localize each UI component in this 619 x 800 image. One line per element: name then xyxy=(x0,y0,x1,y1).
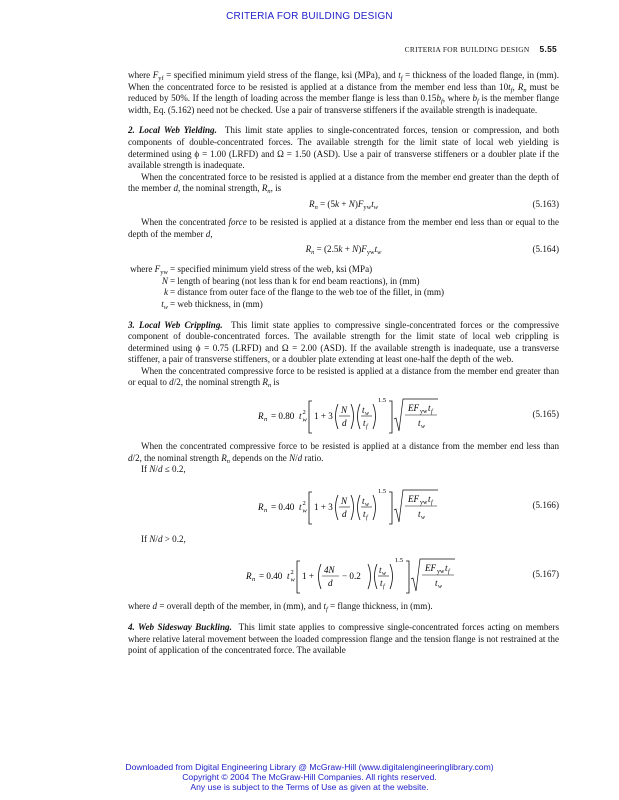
left-paren xyxy=(336,495,339,520)
equation-5-166-graphic xyxy=(128,480,559,532)
paragraph-crippling-where: where d = overall depth of the member, in (mm), and $t_f$ = flange thickness, in (mm). xyxy=(128,601,433,614)
page-number: 5.55 xyxy=(539,44,557,54)
eq-tw: t xyxy=(418,418,421,429)
eq-sub: w xyxy=(365,411,370,418)
equation-5-163 xyxy=(128,195,559,217)
eq-equals: = 0.40 xyxy=(259,571,283,582)
eq-sub: yw xyxy=(420,409,428,416)
eq-sub: w xyxy=(290,576,295,584)
heading-local-web-crippling: 3. Local Web Crippling. xyxy=(128,319,223,330)
paragraph-yielding-near: When the concentrated force to be resisted is applied at a distance from the member end less than or equal to the depth of the member d, xyxy=(128,216,559,239)
equation-5-165-number: (5.165) xyxy=(532,409,559,420)
eq-tf: t xyxy=(428,403,431,414)
eq-sub: f xyxy=(366,424,368,431)
eq-symbol: R xyxy=(246,571,252,582)
eq-tw: t xyxy=(362,405,365,416)
left-bracket xyxy=(309,492,312,524)
eq-sup: 2 xyxy=(290,569,294,577)
definition-symbol: k xyxy=(163,287,168,298)
eq-tw: t xyxy=(362,495,365,506)
eq-sub: w xyxy=(302,416,307,424)
eq-exponent: 1.5 xyxy=(395,557,404,565)
equation-5-167 xyxy=(128,549,559,601)
right-paren xyxy=(373,495,376,520)
eq-tf: t xyxy=(445,563,448,574)
equation-5-164 xyxy=(128,240,559,262)
running-head xyxy=(405,44,557,54)
section-local-web-yielding: 2. Local Web Yielding. This limit state applies to single-concentrated forces, tension or compression, and both components of double-concentrated forces. The available strength for the limit state of local web yielding is determined using ϕ = 1.00 (LRFD) and Ω = 1.50 (ASD). Use a pair of transverse stiffeners or a doubler plate if the available strength is inadequate. xyxy=(128,125,559,171)
left-paren xyxy=(336,404,339,429)
footer-terms-link[interactable]: Any use is subject to the Terms of Use as given at the website. xyxy=(190,782,429,792)
paragraph-yielding-far: When the concentrated force to be resisted is applied at a distance from the member end greater than the depth of the member d, the nominal strength, $R_n$, is xyxy=(128,171,559,196)
definition-list xyxy=(128,264,559,310)
eq-tw: t xyxy=(435,578,438,589)
definition-row xyxy=(128,264,559,276)
eq-E: EF xyxy=(408,403,420,414)
eq-tf: t xyxy=(428,493,431,504)
definition-text: = web thickness, in (mm) xyxy=(170,298,263,309)
section-local-web-crippling: 3. Local Web Crippling. This limit state applies to compressive single-concentrated forces or the compressive component of double-concentrated forces. The available strength for the limit state of local web crippling is determined using ϕ = 0.75 (LRFD) and Ω = 2.00 (ASD). If the available strength is inadequate, use a transverse stiffener, a pair of transverse stiffeners, or a doubler plate extending at least one-half the depth of the web. xyxy=(128,319,559,365)
eq-one-plus: 1 + 3 xyxy=(314,411,333,422)
eq-4N: 4N xyxy=(324,565,335,576)
sidesway-text: This limit state applies to compressive single-concentrated forces acting on members where relative lateral movement between the loaded compression flange and the tension flange is not restrained at the point of application of the concentrated force. The available xyxy=(128,622,559,656)
right-paren xyxy=(373,404,376,429)
eq-sub: n xyxy=(252,576,256,584)
right-paren xyxy=(390,564,393,589)
page-body xyxy=(128,70,559,657)
eq-sub: f xyxy=(448,569,450,576)
eq-tf: t xyxy=(363,508,366,519)
eq-sub: w xyxy=(365,501,370,508)
eq-equals: = 0.40 xyxy=(271,501,295,512)
top-banner: CRITERIA FOR BUILDING DESIGN xyxy=(226,11,393,22)
left-paren xyxy=(358,404,361,429)
eq-E: EF xyxy=(408,493,420,504)
eq-sub: f xyxy=(431,499,433,506)
left-bracket xyxy=(309,401,312,433)
eq-sub: w xyxy=(421,514,426,521)
heading-local-web-yielding: 2. Local Web Yielding. xyxy=(128,125,217,136)
running-head-title: CRITERIA FOR BUILDING DESIGN xyxy=(404,45,530,54)
eq-sup: 2 xyxy=(302,499,306,507)
definition-row xyxy=(128,287,559,299)
eq-tw: t xyxy=(287,571,290,582)
definition-text: = distance from outer face of the flange to the web toe of the fillet, in (mm) xyxy=(170,287,445,298)
paragraph-crippling-near: When the concentrated compressive force to be resisted is applied at a distance from the member end less than d/2, the nominal strength $R_n$ depends on the N/d ratio. xyxy=(128,441,559,465)
eq-sub: w xyxy=(302,507,307,515)
right-paren xyxy=(351,404,354,429)
equation-5-163-number: (5.163) xyxy=(532,198,559,209)
definition-text: = specified minimum yield stress of the web, ksi (MPa) xyxy=(170,264,373,275)
equation-5-165-graphic xyxy=(128,389,559,441)
left-bracket xyxy=(297,561,300,593)
eq-tw: t xyxy=(418,508,421,519)
equation-5-164-body: $R_n = (2.5k + N)F_{yw}t_w$ xyxy=(305,244,382,257)
eq-symbol: R xyxy=(258,501,264,512)
eq-d: d xyxy=(342,508,347,519)
eq-sub: yw xyxy=(420,499,428,506)
eq-d: d xyxy=(328,578,333,589)
eq-tw: t xyxy=(299,411,302,422)
equation-5-164-number: (5.164) xyxy=(532,244,559,255)
eq-minus: − 0.2 xyxy=(342,571,361,582)
equation-5-166 xyxy=(128,480,559,532)
equation-5-163-body: $R_n = (5k + N)F_{yw}t_w$ xyxy=(309,198,378,211)
eq-sub: f xyxy=(366,514,368,521)
eq-sub: f xyxy=(383,584,385,591)
definition-row xyxy=(128,299,559,311)
definition-text: = length of bearing (not less than k for end beam reactions), in (mm) xyxy=(170,275,420,286)
right-bracket xyxy=(389,492,392,524)
footer-copyright: Copyright © 2004 The McGraw-Hill Companies. All rights reserved. xyxy=(182,772,437,782)
equation-5-167-number: (5.167) xyxy=(532,569,559,580)
eq-exponent: 1.5 xyxy=(378,397,387,405)
right-bracket xyxy=(389,401,392,433)
left-paren xyxy=(358,495,361,520)
condition-nd-gt: If N/d > 0.2, xyxy=(141,533,186,544)
eq-N: N xyxy=(341,495,348,506)
eq-tw: t xyxy=(379,565,382,576)
paragraph-crippling-far: When the concentrated compressive force to be resisted is applied at a distance from the member end greater than or equal to d/2, the nominal strength $R_n$ is xyxy=(128,365,559,390)
eq-sub: w xyxy=(382,571,387,578)
equation-5-165 xyxy=(128,389,559,441)
definition-row xyxy=(128,276,559,288)
definition-symbol: where $F_{yw}$ xyxy=(130,264,168,277)
eq-sub: n xyxy=(264,416,268,424)
right-paren xyxy=(351,495,354,520)
footer-download-link[interactable]: Downloaded from Digital Engineering Library @ McGraw-Hill (www.digitalengineeringlibrary.com) xyxy=(125,762,494,772)
right-paren xyxy=(368,564,371,589)
right-bracket xyxy=(406,561,409,593)
equation-5-167-graphic xyxy=(128,549,559,601)
eq-sub: n xyxy=(264,506,268,514)
section-web-sidesway-buckling xyxy=(128,622,559,657)
condition-nd-le: If N/d ≤ 0.2, xyxy=(141,464,186,475)
eq-sub: f xyxy=(431,409,433,416)
eq-sub: w xyxy=(421,424,426,431)
eq-sub: w xyxy=(438,584,443,591)
paragraph-flange-yielding: where $F_{yf}$ = specified minimum yield stress of the flange, ksi (MPa), and $t_f$ = thickness of the loaded flange, in (mm). When the concentrated force to be resisted is applied at a distance from the member end less than $10t_f$, $R_n$ must be reduced by 50%. If the length of loading across the member flange is less than $0.15b_f$, where $b_f$ is the member flange width, Eq. (5.162) need not be checked. Use a pair of transverse stiffeners if the available strength is inadequate. xyxy=(128,70,559,115)
eq-tw: t xyxy=(299,501,302,512)
eq-one-plus: 1 + 3 xyxy=(314,501,333,512)
eq-tf: t xyxy=(380,578,383,589)
left-paren xyxy=(375,564,378,589)
eq-exponent: 1.5 xyxy=(378,487,387,495)
eq-d: d xyxy=(342,418,347,429)
definition-symbol: N xyxy=(161,275,168,286)
left-paren xyxy=(319,564,322,589)
equation-5-166-number: (5.166) xyxy=(532,499,559,510)
eq-E: EF xyxy=(425,563,437,574)
eq-one-plus: 1 + xyxy=(302,571,314,582)
eq-symbol: R xyxy=(258,411,264,422)
eq-sub: yw xyxy=(437,569,445,576)
eq-equals: = 0.80 xyxy=(271,411,295,422)
eq-N: N xyxy=(341,405,348,416)
eq-sup: 2 xyxy=(302,409,306,417)
definition-symbol: $t_w$ xyxy=(161,298,168,311)
footer xyxy=(0,762,619,792)
eq-tf: t xyxy=(363,418,366,429)
heading-web-sidesway-buckling: 4. Web Sidesway Buckling. xyxy=(128,622,232,633)
